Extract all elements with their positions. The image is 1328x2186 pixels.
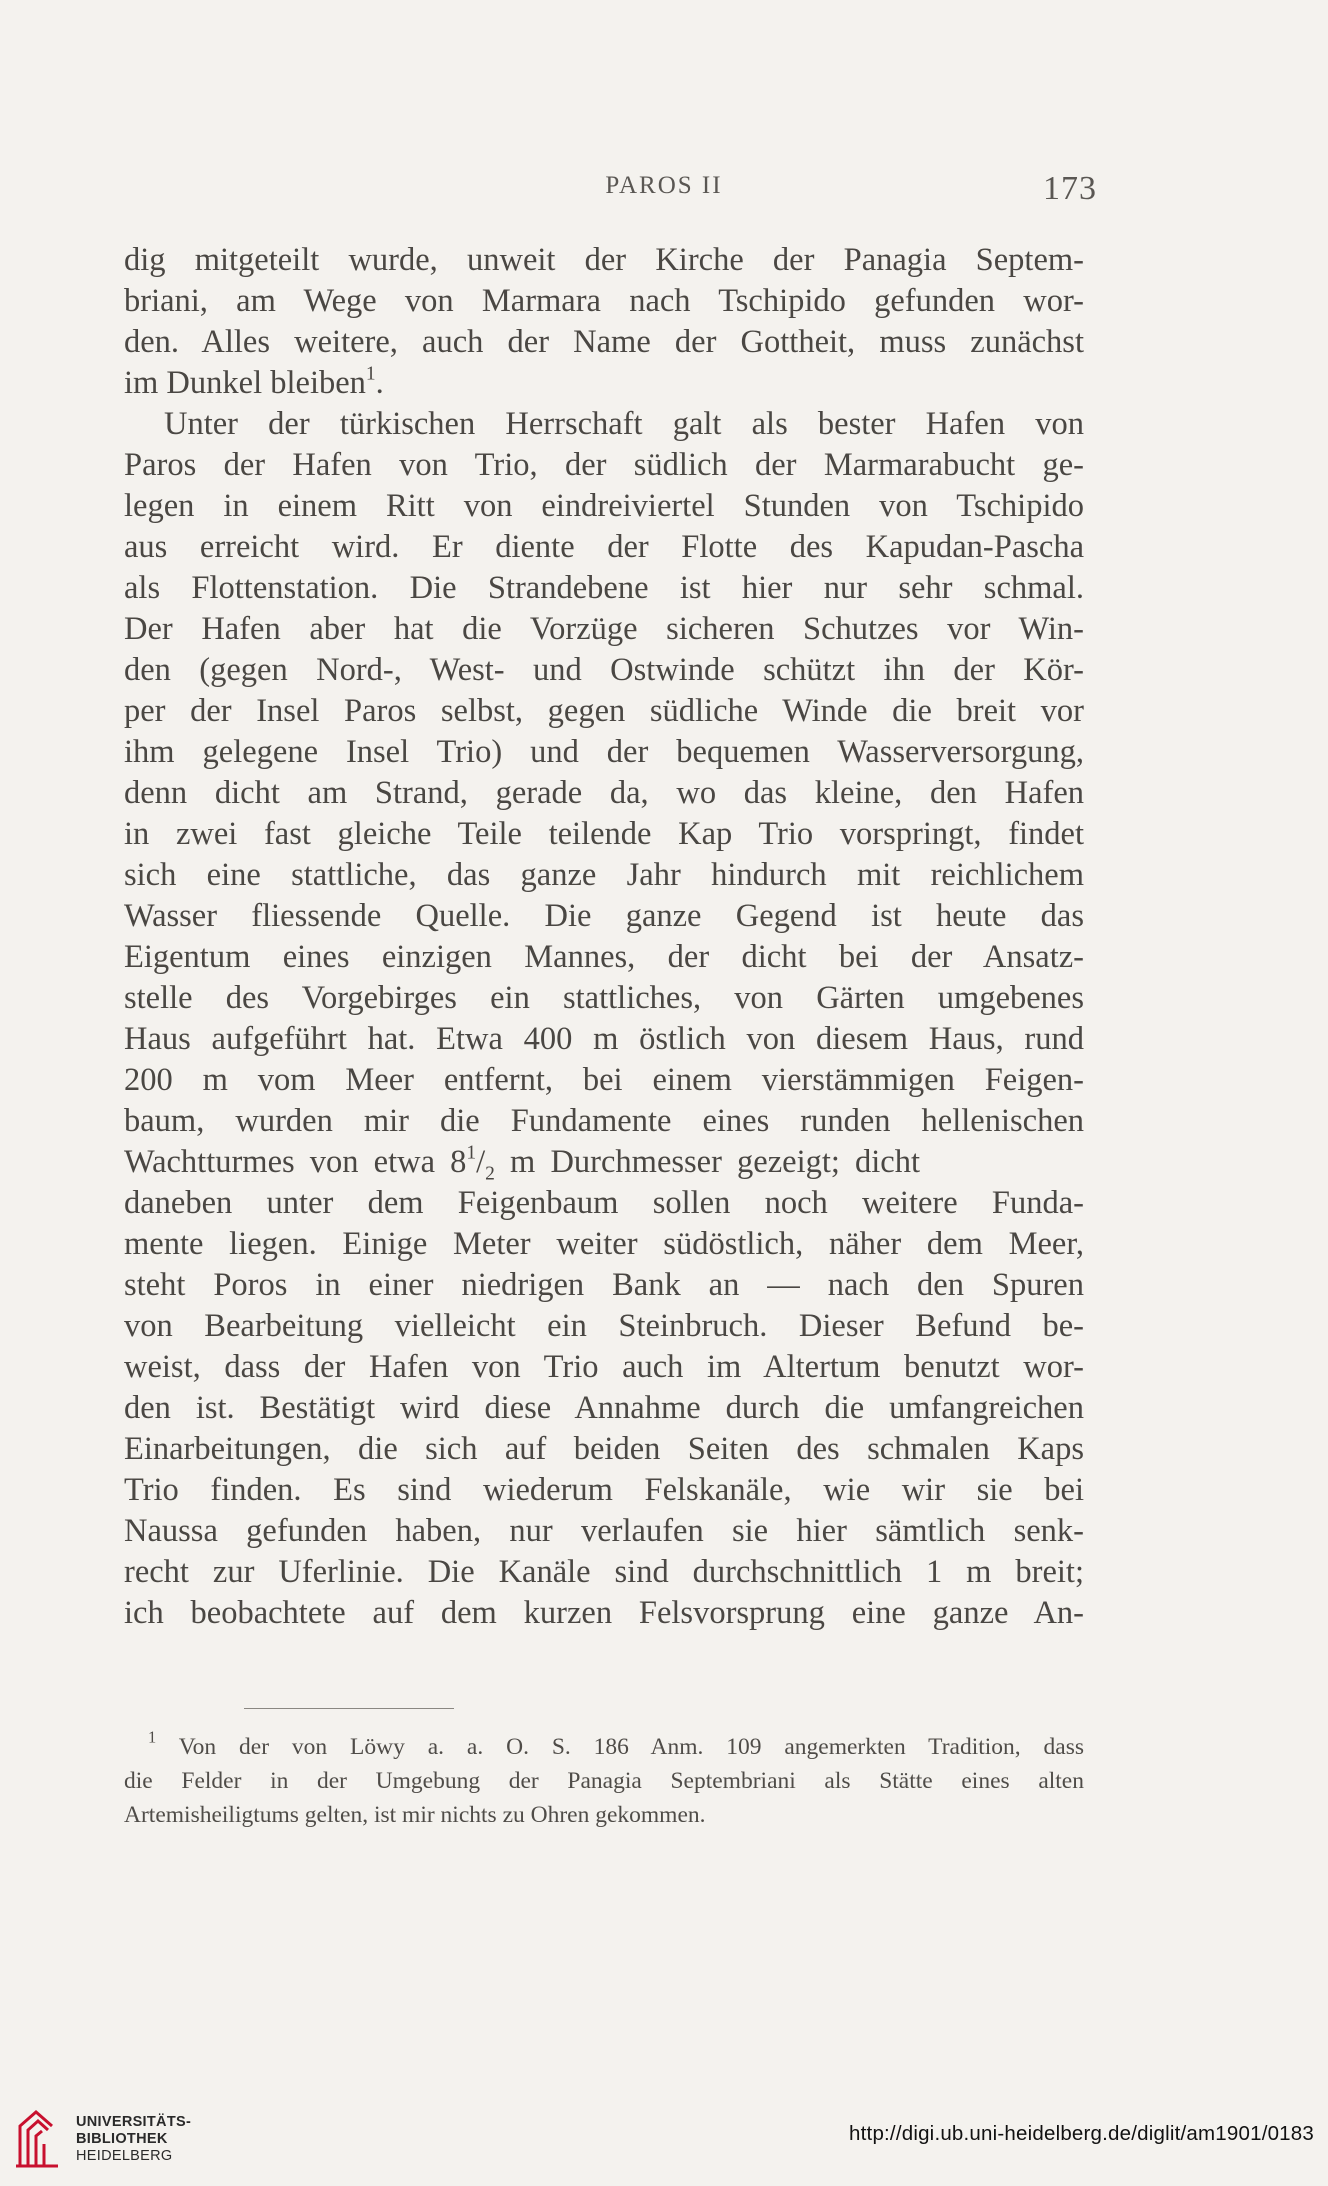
fraction-denominator: 2 (485, 1163, 495, 1185)
text-span: im Dunkel bleiben (124, 365, 366, 401)
text-line: recht zur Uferlinie. Die Kanäle sind durchschnittlich 1 m breit; (124, 1554, 1084, 1590)
footnote-line: die Felder in der Umgebung der Panagia Septembriani als Stätte eines alten (124, 1768, 1084, 1794)
text-line: Der Hafen aber hat die Vorzüge sicheren Schutzes vor Win- (124, 611, 1084, 647)
text-line: als Flottenstation. Die Strandebene ist hier nur sehr schmal. (124, 570, 1084, 606)
page-number: 173 (1043, 170, 1097, 207)
fraction-numerator: 1 (466, 1142, 477, 1164)
library-name (76, 2114, 191, 2165)
text-line: legen in einem Ritt von eindreiviertel Stunden von Tschipido (124, 488, 1084, 524)
text-line: briani, am Wege von Marmara nach Tschipido gefunden wor- (124, 283, 1084, 319)
text-line: 200 m vom Meer entfernt, bei einem vierstämmigen Feigen- (124, 1062, 1084, 1098)
text-line: daneben unter dem Feigenbaum sollen noch weitere Funda- (124, 1185, 1084, 1221)
text-line (124, 1142, 1084, 1185)
footnote-line: Artemisheiligtums gelten, ist mir nichts zu Ohren gekommen. (124, 1802, 706, 1828)
text-line: weist, dass der Hafen von Trio auch im Altertum benutzt wor- (124, 1349, 1084, 1385)
text-line: den ist. Bestätigt wird diese Annahme durch die umfangreichen (124, 1390, 1084, 1426)
text-line: mente liegen. Einige Meter weiter südöstlich, näher dem Meer, (124, 1226, 1084, 1262)
text-line: den (gegen Nord-, West- und Ostwinde schützt ihn der Kör- (124, 652, 1084, 688)
text-span: m Durchmesser gezeigt; dicht (494, 1144, 921, 1180)
library-name-line: BIBLIOTHEK (76, 2131, 168, 2147)
text-line: Trio finden. Es sind wiederum Felskanäle, wie wir sie bei (124, 1472, 1084, 1508)
source-url-link[interactable]: http://digi.ub.uni-heidelberg.de/diglit/am1901/0183 (849, 2122, 1314, 2145)
text-span: Wachtturmes von etwa 8 (124, 1144, 467, 1180)
footnote-reference: 1 (365, 363, 376, 385)
text-line: Eigentum eines einzigen Mannes, der dicht bei der Ansatz- (124, 939, 1084, 975)
text-span: . (375, 365, 384, 401)
text-line: in zwei fast gleiche Teile teilende Kap Trio vorspringt, findet (124, 816, 1084, 852)
text-line: Haus aufgeführt hat. Etwa 400 m östlich von diesem Haus, rund (124, 1021, 1084, 1057)
text-line: denn dicht am Strand, gerade da, wo das kleine, den Hafen (124, 775, 1084, 811)
footnote-line (148, 1727, 1085, 1763)
text-line: von Bearbeitung vielleicht ein Steinbruch. Dieser Befund be- (124, 1308, 1084, 1344)
text-line: baum, wurden mir die Fundamente eines runden hellenischen (124, 1103, 1084, 1139)
text-span: Von der von Löwy a. a. O. S. 186 Anm. 109 angemerkten Tradition, dass (178, 1734, 1085, 1760)
text-line: sich eine stattliche, das ganze Jahr hindurch mit reichlichem (124, 857, 1084, 893)
text-line: Wasser fliessende Quelle. Die ganze Gegend ist heute das (124, 898, 1084, 934)
library-name-line: UNIVERSITÄTS- (76, 2114, 192, 2130)
text-line: steht Poros in einer niedrigen Bank an — nach den Spuren (124, 1267, 1084, 1303)
text-line: Unter der türkischen Herrschaft galt als bester Hafen von (164, 406, 1084, 442)
digitization-footer (0, 2100, 1328, 2186)
fraction-slash: / (476, 1144, 486, 1180)
library-name-line: HEIDELBERG (76, 2148, 173, 2164)
text-line: Einarbeitungen, die sich auf beiden Seiten des schmalen Kaps (124, 1431, 1084, 1467)
text-line: dig mitgeteilt wurde, unweit der Kirche der Panagia Septem- (124, 242, 1084, 278)
text-line (124, 363, 1084, 403)
footnote-marker: 1 (148, 1727, 157, 1747)
text-line: den. Alles weitere, auch der Name der Gottheit, muss zunächst (124, 324, 1084, 360)
text-line: stelle des Vorgebirges ein stattliches, von Gärten umgebenes (124, 980, 1084, 1016)
text-line: Paros der Hafen von Trio, der südlich der Marmarabucht ge- (124, 447, 1084, 483)
text-line: ich beobachtete auf dem kurzen Felsvorsprung eine ganze An- (124, 1595, 1084, 1631)
running-head: PAROS II (605, 172, 723, 199)
ub-heidelberg-logo-icon (14, 2104, 60, 2170)
footnote-divider (244, 1708, 454, 1709)
text-line: aus erreicht wird. Er diente der Flotte des Kapudan-Pascha (124, 529, 1084, 565)
text-line: per der Insel Paros selbst, gegen südliche Winde die breit vor (124, 693, 1084, 729)
text-line: Naussa gefunden haben, nur verlaufen sie hier sämtlich senk- (124, 1513, 1084, 1549)
text-line: ihm gelegene Insel Trio) und der bequemen Wasserversorgung, (124, 734, 1084, 770)
